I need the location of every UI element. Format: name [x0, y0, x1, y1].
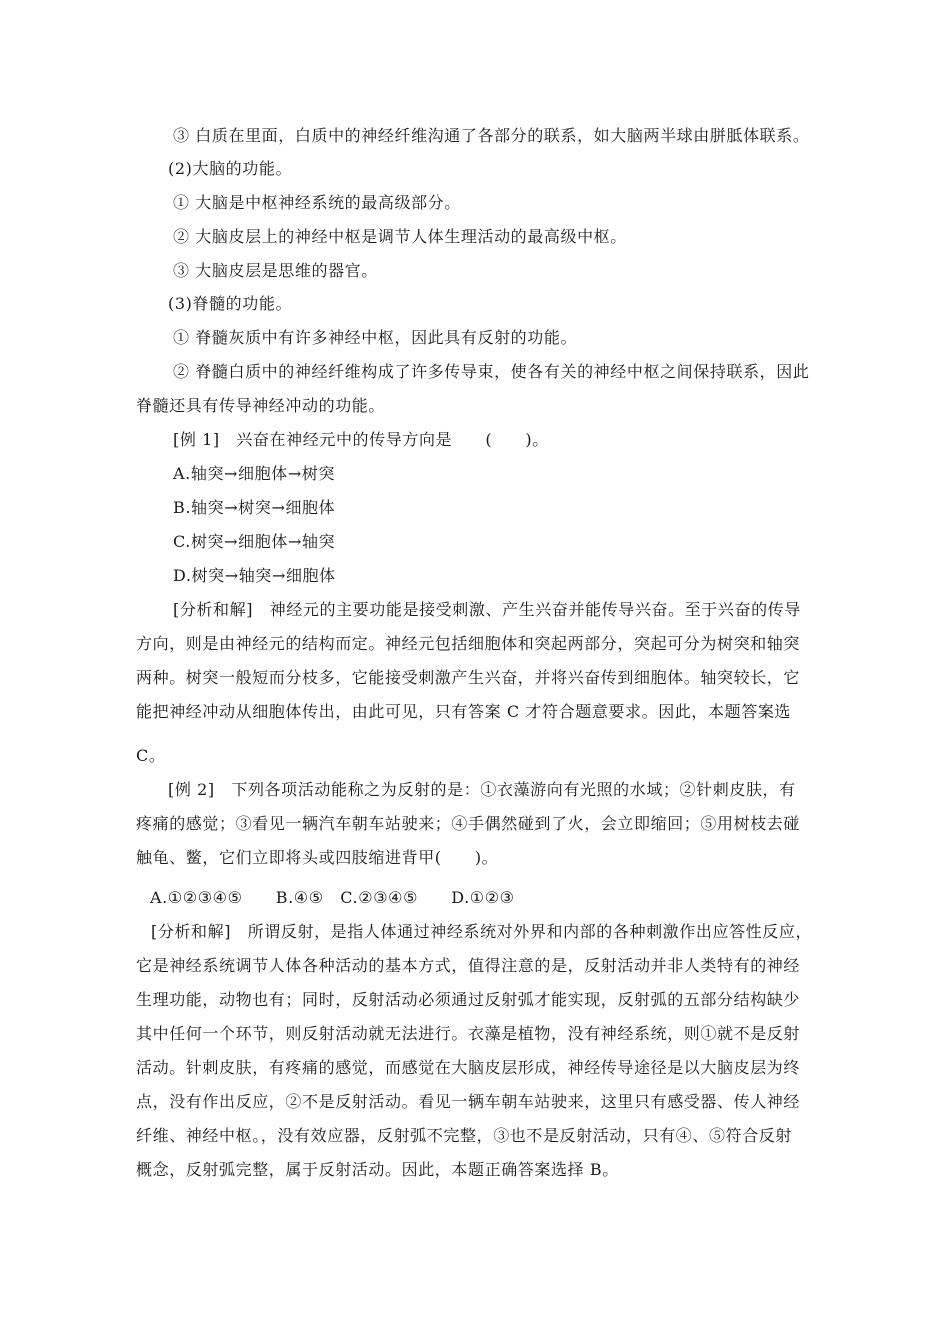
answer-option: C.树突→细胞体→轴突: [173, 532, 336, 551]
example-question: 触龟、鳖，它们立即将头或四肢缩进背甲( )。: [136, 848, 499, 867]
text-line: ③ 大脑皮层是思维的器官。: [173, 261, 378, 280]
analysis-text: 点，没有作出反应，②不是反射活动。看见一辆车朝车站驶来，这里只有感受器、传人神经: [136, 1092, 801, 1111]
text-line: (3)脊髓的功能。: [168, 294, 293, 313]
analysis-text: 其中任何一个环节，则反射活动就无法进行。衣藻是植物，没有神经系统，则①就不是反射: [136, 1024, 801, 1043]
example-question: [例 2] 下列各项活动能称之为反射的是：①衣藻游向有光照的水域；②针刺皮肤，有: [168, 780, 796, 799]
text-line: ③ 白质在里面，白质中的神经纤维沟通了各部分的联系，如大脑两半球由胼胝体联系。: [173, 126, 810, 145]
analysis-text: 它是神经系统调节人体各种活动的基本方式，值得注意的是，反射活动并非人类特有的神经: [136, 956, 801, 975]
analysis-text: 生理功能，动物也有；同时，反射活动必须通过反射弧才能实现，反射弧的五部分结构缺少: [136, 990, 801, 1009]
analysis-text: 方向，则是由神经元的结构而定。神经元包括细胞体和突起两部分，突起可分为树突和轴突: [136, 634, 801, 653]
example-question: [例 1] 兴奋在神经元中的传导方向是 ( )。: [173, 430, 549, 449]
example-question: 疼痛的感觉；③看见一辆汽车朝车站驶来；④手偶然碰到了火，会立即缩回；⑤用树枝去碰: [136, 814, 801, 833]
analysis-text: C。: [136, 746, 166, 765]
text-line: ② 脊髓白质中的神经纤维构成了许多传导束，使各有关的神经中枢之间保持联系，因此: [173, 362, 810, 381]
text-line: (2)大脑的功能。: [168, 159, 293, 178]
text-line: ① 脊髓灰质中有许多神经中枢，因此具有反射的功能。: [173, 328, 578, 347]
analysis-text: 两种。树突一般短而分枝多，它能接受刺激产生兴奋，并将兴奋传到细胞体。轴突较长，它: [136, 668, 801, 687]
analysis-text: 能把神经冲动从细胞体传出，由此可见，只有答案 C 才符合题意要求。因此，本题答案选: [136, 702, 792, 721]
analysis-text: 概念，反射弧完整，属于反射活动。因此，本题正确答案选择 B。: [136, 1160, 619, 1179]
answer-option: A.轴突→细胞体→树突: [173, 464, 336, 483]
analysis-text: [分析和解] 神经元的主要功能是接受刺激、产生兴奋并能传导兴奋。至于兴奋的传导: [173, 600, 801, 619]
answer-options: A.①②③④⑤ B.④⑤ C.②③④⑤ D.①②③: [150, 888, 515, 907]
text-line: 脊髓还具有传导神经冲动的功能。: [136, 396, 386, 415]
text-line: ① 大脑是中枢神经系统的最高级部分。: [173, 193, 461, 212]
analysis-text: 活动。针刺皮肤，有疼痛的感觉，而感觉在大脑皮层形成，神经传导途径是以大脑皮层为终: [136, 1058, 801, 1077]
text-line: ② 大脑皮层上的神经中枢是调节人体生理活动的最高级中枢。: [173, 227, 627, 246]
analysis-text: 纤维、神经中枢。，没有效应器，反射弧不完整，③也不是反射活动，只有④、⑤符合反射: [136, 1126, 793, 1145]
analysis-text: [分析和解] 所谓反射，是指人体通过神经系统对外界和内部的各种刺激作出应答性反应，: [151, 922, 813, 941]
answer-option: B.轴突→树突→细胞体: [173, 498, 336, 517]
answer-option: D.树突→轴突→细胞体: [173, 566, 336, 585]
